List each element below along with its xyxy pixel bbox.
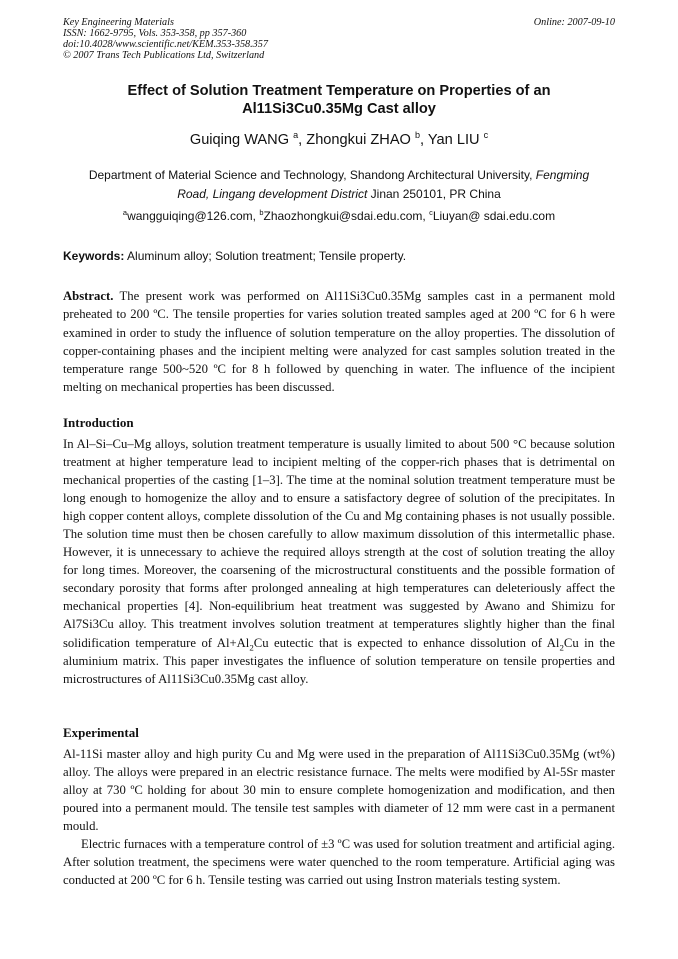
experimental-paragraph: Electric furnaces with a temperature control of ±3 ºC was used for solution treatment and artificial aging. After solution treatment, the specimens were water quenched to the room temperature. Artificial aging was conducted at 200 ºC for 6 h. Tensile testing was carried out using Instron materials testing system.	[63, 837, 615, 888]
author-affil-mark: b	[414, 130, 421, 141]
issn-line: ISSN: 1662-9795, Vols. 353-358, pp 357-360	[63, 28, 247, 39]
email-address[interactable]: wangguiqing@126.com,	[127, 209, 256, 223]
online-date: Online: 2007-09-10	[533, 17, 615, 28]
journal-name: Key Engineering Materials	[63, 17, 174, 28]
author-name: Yan LIU	[427, 132, 480, 148]
affiliation-italic: Road, Lingang development District	[177, 187, 368, 201]
experimental-heading: Experimental	[63, 725, 139, 740]
author-name: Guiqing WANG	[189, 132, 290, 148]
email-address[interactable]: Zhaozhongkui@sdai.edu.com,	[263, 209, 426, 223]
keywords-label: Keywords:	[63, 249, 125, 263]
intro-text: In Al–Si–Cu–Mg alloys, solution treatment temperature is usually limited to about 500 °C because solution treatment at higher temperature lead to incipient melting of the copper-rich phases that is detrimental on mechanical properties of the casting [1–3]. The time at the nominal solution treatment temperature must be long enough to homogenize the alloy and to ensure a satisfactory degree of solution of the precipitates. In high copper content alloys, complete dissolution of the Cu and Mg containing phases is not usually possible. The solution time must then be chosen carefully to allow maximum dissolution of this intermetallic phase. However, it is unnecessary to achieve the required alloys strength at the cost of solution treating the alloy for long times. Moreover, the coarsening of the microstructural constituents and the possible formation of secondary porosity that forms after prolonged annealing at high temperatures can deleteriously affect the mechanical properties [4]. Non-equilibrium heat treatment was suggested by Awano and Shimizu for Al7Si3Cu alloy. This treatment involves solution treatment at temperatures slightly higher than the final solidification temperature of Al+Al	[63, 437, 615, 650]
affiliation-text: Department of Material Science and Technology, Shandong Architectural University,	[88, 168, 533, 182]
affiliation-text: Jinan 250101, PR China	[370, 187, 501, 201]
experimental-paragraph: Al-11Si master alloy and high purity Cu and Mg were used in the preparation of Al11Si3Cu0.35Mg (wt%) alloy. The alloys were prepared in an electric resistance furnace. The melts were modified by Al-5Sr master alloy at 730 ºC holding for about 30 min to ensure complete homogenization and modification, and then poured into a permanent mould. The tensile test samples with diameter of 12 mm were cast in a permanent mould.	[63, 747, 615, 834]
abstract-text: The present work was performed on Al11Si3Cu0.35Mg samples cast in a permanent mold preheated to 200 ºC. The tensile properties for varies solution treated samples aged at 200 ºC for 6 h were examined in order to study the influence of solution temperature on the alloy properties. The dissolution of copper-containing phases and the incipient melting were analyzed for cast samples solution treated in the temperature range 500~520 ºC for 8 h followed by quenching in water. The influence of the incipient melting on mechanical properties has been discussed.	[63, 289, 615, 395]
email-mark: b	[259, 208, 264, 217]
subscript: 2	[249, 642, 254, 653]
abstract-label: Abstract.	[63, 289, 114, 303]
introduction-heading: Introduction	[63, 415, 134, 430]
email-list	[63, 208, 615, 224]
intro-text: Cu eutectic that is expected to enhance dissolution of Al	[253, 635, 560, 650]
author-affil-mark: a	[293, 130, 299, 141]
author-affil-mark: c	[483, 130, 489, 141]
email-mark: c	[429, 208, 433, 217]
experimental-body	[63, 745, 615, 889]
intro-text: Cu in the aluminium matrix. This paper investigates the influence of solution temperature on tensile properties and microstructures of Al11Si3Cu0.35Mg cast alloy.	[63, 635, 615, 686]
journal-header	[63, 17, 615, 61]
subscript: 2	[559, 642, 564, 653]
affiliation	[63, 166, 615, 204]
doi-line: doi:10.4028/www.scientific.net/KEM.353-358.357	[63, 39, 268, 50]
author-name: Zhongkui ZHAO	[306, 132, 411, 148]
introduction-body	[63, 435, 615, 688]
email-mark: a	[122, 208, 128, 217]
keywords-text: Aluminum alloy; Solution treatment; Tensile property.	[127, 249, 407, 263]
abstract	[63, 287, 615, 397]
copyright-line: © 2007 Trans Tech Publications Ltd, Switzerland	[63, 50, 265, 61]
author-list: Guiqing WANG $^a$, Zhongkui ZHAO $^b$, Yan LIU $^c$	[189, 130, 489, 148]
keywords	[63, 248, 615, 264]
affiliation-italic: Fengming	[535, 168, 590, 182]
title-line-2: Al11Si3Cu0.35Mg Cast alloy	[242, 101, 436, 117]
email-address[interactable]: Liuyan@ sdai.edu.com	[432, 209, 556, 223]
title-line-1: Effect of Solution Treatment Temperature on Properties of an	[127, 83, 551, 99]
paper-title	[63, 82, 615, 118]
